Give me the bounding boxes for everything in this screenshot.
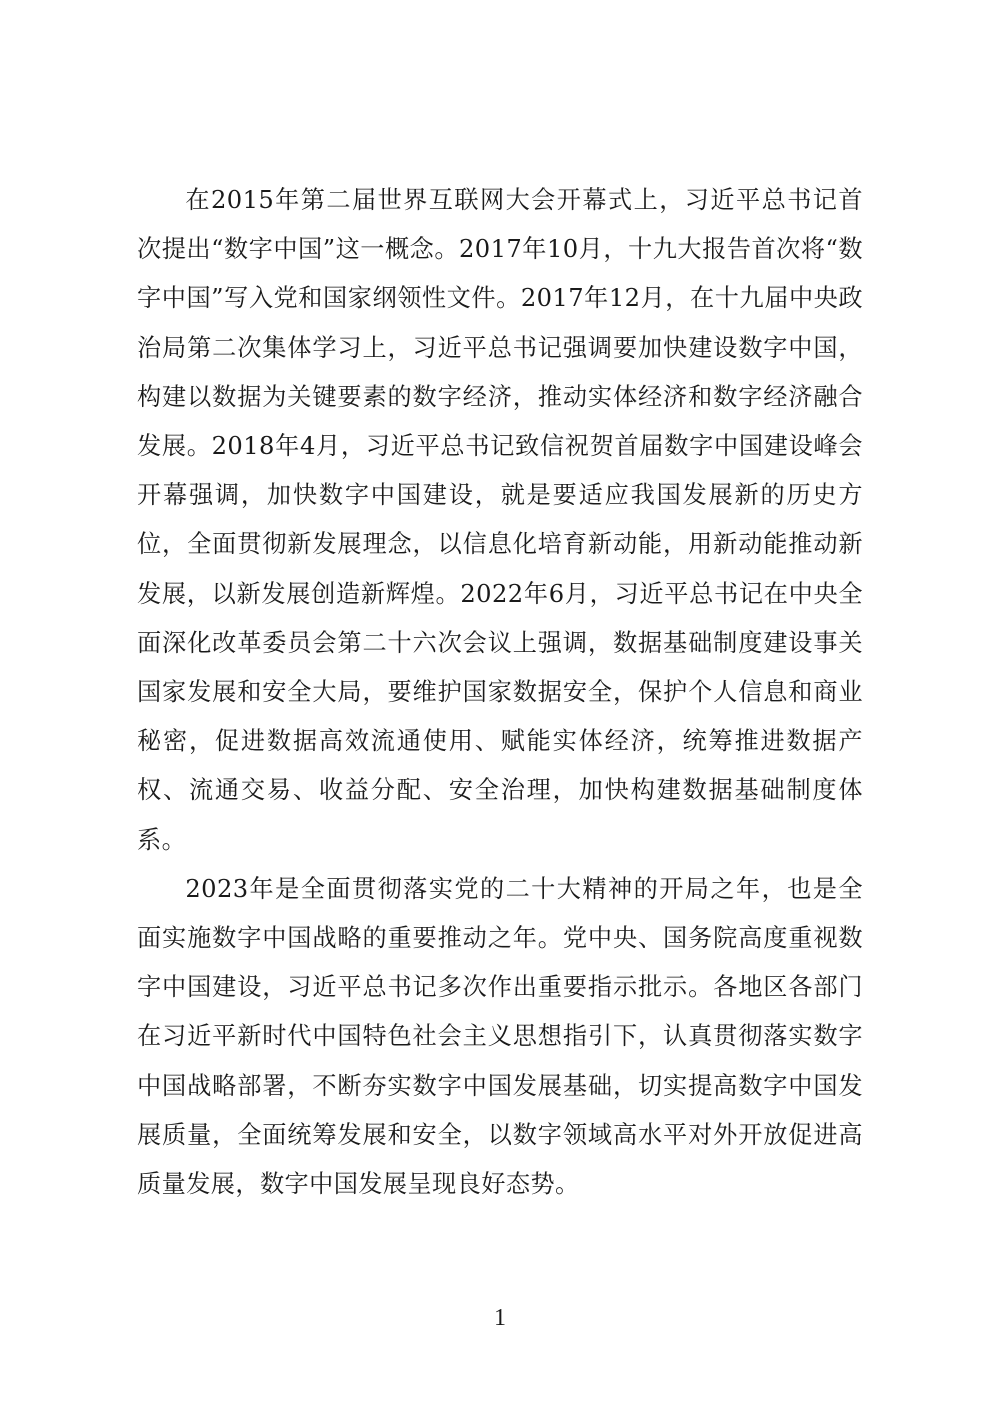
page-number: 1	[494, 1305, 506, 1331]
paragraph-digital-china-history: 在2015年第二届世界互联网大会开幕式上，习近平总书记首次提出“数字中国”这一概念。2017年10月，十九大报告首次将“数字中国”写入党和国家纲领性文件。2017年12月，在十九届中央政治局第二次集体学习上，习近平总书记强调要加快建设数字中国，构建以数据为关键要素的数字经济，推动实体经济和数字经济融合发展。2018年4月，习近平总书记致信祝贺首届数字中国建设峰会开幕强调，加快数字中国建设，就是要适应我国发展新的历史方位，全面贯彻新发展理念，以信息化培育新动能，用新动能推动新发展，以新发展创造新辉煌。2022年6月，习近平总书记在中央全面深化改革委员会第二十六次会议上强调，数据基础制度建设事关国家发展和安全大局，要维护国家数据安全，保护个人信息和商业秘密，促进数据高效流通使用、赋能实体经济，统筹推进数据产权、流通交易、收益分配、安全治理，加快构建数据基础制度体系。	[137, 186, 863, 854]
body-text	[137, 176, 863, 1209]
paragraph-2023-overview: 2023年是全面贯彻落实党的二十大精神的开局之年，也是全面实施数字中国战略的重要推动之年。党中央、国务院高度重视数字中国建设，习近平总书记多次作出重要指示批示。各地区各部门在习近平新时代中国特色社会主义思想指引下，认真贯彻落实数字中国战略部署，不断夯实数字中国发展基础，切实提高数字中国发展质量，全面统筹发展和安全，以数字领域高水平对外开放促进高质量发展，数字中国发展呈现良好态势。	[137, 874, 863, 1199]
